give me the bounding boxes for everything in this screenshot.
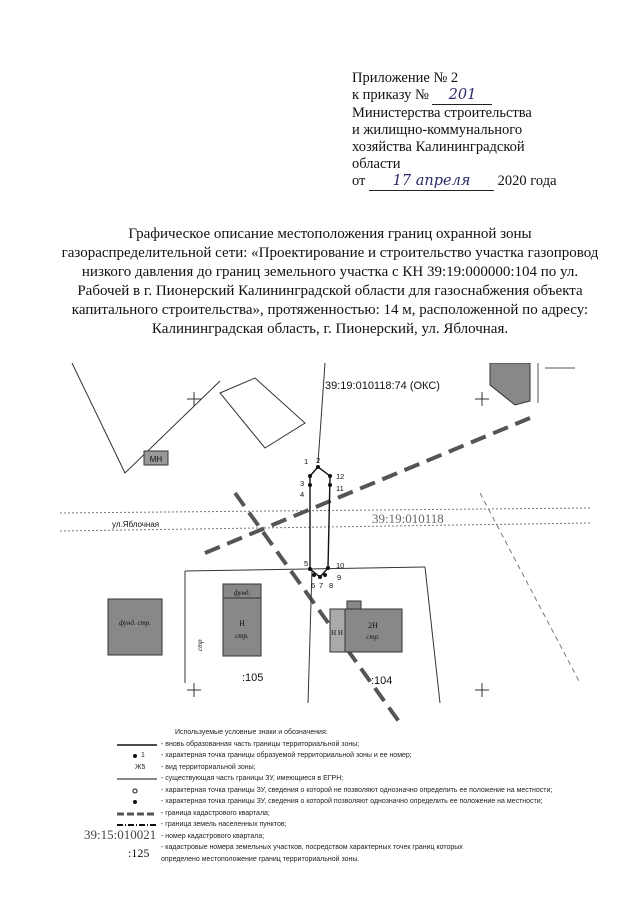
order-prefix: к приказу №: [352, 87, 429, 103]
legend-quarter-symbol: 39:15:010021: [84, 827, 157, 842]
legend-row: - характерная точка границы ЗУ, сведения о которой позволяют однозначно определить ее положение на местности;: [95, 796, 615, 808]
legend-row: - характерная точка границы ЗУ, сведения о которой не позволяют однозначно определить ее положение на местности;: [95, 785, 615, 797]
svg-text:Н Н: Н Н: [331, 629, 343, 637]
date-prefix: от: [352, 173, 366, 189]
svg-text:9: 9: [337, 573, 342, 582]
svg-text:стр: стр: [196, 639, 204, 651]
legend-row: - существующая часть границы ЗУ, имеющиеся в ЕГРН;: [161, 775, 344, 782]
legend-row: - граница земель населенных пунктов;: [161, 821, 287, 828]
svg-text:12: 12: [336, 472, 345, 481]
legend-heading: Используемые условные знаки и обозначения:: [175, 729, 328, 736]
parcel-74-label: 39:19:010118:74 (ОКС): [325, 380, 440, 392]
svg-text:3: 3: [300, 479, 305, 488]
svg-text:10: 10: [336, 561, 345, 570]
parcel-diamond: [220, 378, 305, 448]
quarter-number-label: 39:19:010118: [372, 511, 444, 526]
svg-text:стр.: стр.: [366, 633, 380, 641]
svg-text:4: 4: [300, 490, 305, 499]
legend-row: 1 - характерная точка границы образуемой территориальной зоны и ее номер;: [95, 750, 615, 762]
svg-text:6: 6: [311, 581, 316, 590]
building-mn-label: МН: [149, 455, 163, 464]
legend-row: определено местоположение границ территориальной зоны.: [161, 855, 360, 863]
order-number-line: [352, 87, 612, 105]
ministry-line-1: Министерства строительства: [352, 105, 532, 121]
svg-text:фунд.: фунд.: [233, 589, 251, 597]
map-legend: [95, 727, 615, 865]
order-number: 201: [432, 87, 492, 105]
building-fund-west: [108, 599, 162, 655]
road-edge-north: [60, 508, 590, 513]
zone-outline: [310, 467, 330, 577]
svg-text:11: 11: [336, 484, 344, 493]
date-handwritten: 17 апреля: [369, 173, 494, 191]
legend-row: - кадастровые номера земельных участков, посредством характерных точек границ которых: [161, 844, 463, 851]
legend-row: Ж5 - вид территориальной зоны;: [135, 763, 256, 771]
document-title: Графическое описание местоположения границ охранной зоны газораспределительной сети: «Проектирование и строительство участка газопровод низкого давления до границ земельного участка с КН 39:19:000000:104 по ул. Рабочей в г. Пионерский Калининградской области для газоснабжения объекта капитального строительства», протяженностью: 14 м, расположенной по адресу: Калининградская область, г. Пионерский, ул. Яблочная.: [61, 226, 599, 337]
ministry-line-2: и жилищно-коммунального: [352, 122, 523, 138]
svg-text:7: 7: [319, 581, 324, 590]
order-header: [352, 70, 612, 191]
ministry-line-4: области: [352, 156, 401, 172]
legend-row: - граница кадастрового квартала;: [161, 809, 270, 817]
building-2n: [345, 609, 402, 652]
street-label: ул.Яблочная: [112, 520, 160, 529]
appendix-label: Приложение № 2: [352, 70, 459, 86]
parcel-105-label: :105: [242, 672, 264, 684]
svg-text:2: 2: [316, 456, 321, 465]
svg-text:Н: Н: [239, 619, 245, 628]
svg-text:фунд. стр.: фунд. стр.: [119, 619, 151, 627]
svg-text:1: 1: [304, 457, 309, 466]
quarter-boundary-1: [205, 418, 530, 553]
legend-parcel-symbol: :125: [128, 846, 150, 860]
svg-text:2Н: 2Н: [368, 621, 378, 630]
svg-text:стр.: стр.: [235, 632, 249, 640]
parcel-104-label: :104: [371, 675, 393, 687]
svg-text:8: 8: [329, 581, 334, 590]
svg-text:5: 5: [304, 559, 309, 568]
legend-row: - вновь образованная часть границы территориальной зоны;: [161, 740, 360, 748]
building-ne: [490, 363, 530, 405]
order-date-line: [352, 173, 612, 191]
date-suffix: 2020 года: [497, 173, 557, 189]
ministry-line-3: хозяйства Калининградской: [352, 139, 525, 155]
legend-row: - номер кадастрового квартала;: [161, 832, 265, 840]
cadastral-map: [60, 363, 590, 723]
point-numbers: [300, 456, 344, 590]
